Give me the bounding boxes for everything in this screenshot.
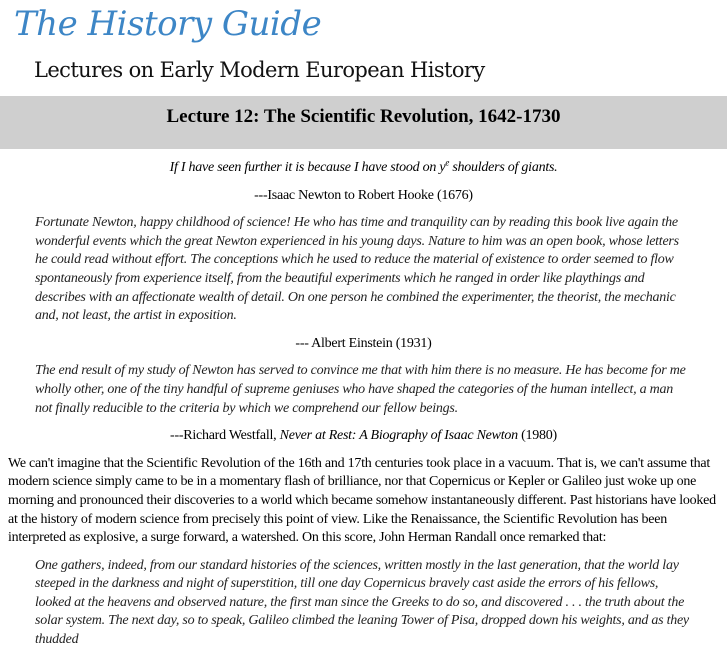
- page-title: Lecture 12: The Scientific Revolution, 1642-1730: [166, 106, 561, 127]
- epigraph-attribution: [0, 427, 727, 446]
- epigraph-attribution: ---Isaac Newton to Robert Hooke (1676): [254, 187, 473, 203]
- body-paragraph: We can't imagine that the Scientific Revolution of the 16th and 17th centuries took place in a vacuum. That is, we can't assume that modern science simply came to be in a momentary flash of brilliance, nor that Copernicus or Kepler or Galileo just woke up one morning and pronounced their discoveries to a world which became somehow instantaneously different. Past historians have looked at the history of modern science from precisely this point of view. Like the Renaissance, the Scientific Revolution has been interpreted as explosive, a surge forward, a watershed. On this score, John Herman Randall once remarked that:: [8, 455, 716, 546]
- site-logo[interactable]: The History Guide: [14, 4, 322, 44]
- site-subtitle: Lectures on Early Modern European History: [34, 58, 485, 82]
- epigraph-attribution: --- Albert Einstein (1931): [295, 335, 432, 351]
- article: [0, 157, 727, 659]
- epigraph-newton-quote: [0, 159, 727, 178]
- attribution-year: (1980): [517, 428, 557, 444]
- book-title: Never at Rest: A Biography of Isaac Newton: [279, 428, 518, 444]
- superscript: e: [445, 157, 450, 168]
- title-band: [0, 96, 727, 149]
- quote-text: shoulders of giants.: [449, 160, 558, 175]
- attribution-author: ---Richard Westfall,: [170, 428, 280, 444]
- quote-text: If I have seen further it is because I have stood on y: [169, 160, 446, 175]
- randall-blockquote: One gathers, indeed, from our standard histories of the sciences, written mostly in the last generation, that the world lay steeped in the darkness and night of superstition, till one day Copernicus bravely cast aside the errors of his fellows, looked at the heavens and observed nature, the first man since the Greeks to do so, and discovered . . . the truth about the solar system. The next day, so to speak, Galileo climbed the leaning Tower of Pisa, dropped down his weights, and as they thudded: [35, 557, 689, 648]
- epigraph-einstein-quote: Fortunate Newton, happy childhood of science! He who has time and tranquility can by reading this book live again the wonderful events which the great Newton experienced in his young days. Nature to him was an open book, whose letters he could read without effort. The conceptions which he used to reduce the material of existence to order seemed to flow spontaneously from experience itself, from the beautiful experiments which he ranged in order like playthings and describes with an affectionate wealth of detail. On one person he combined the experimenter, the theorist, the mechanic and, not least, the artist in exposition.: [35, 215, 679, 324]
- epigraph-westfall-quote: The end result of my study of Newton has served to convince me that with him there is no measure. He has become for me wholly other, one of the tiny handful of supreme geniuses who have shaped the categories of the human intellect, a man not finally reducible to the criteria by which we comprehend our fellow beings.: [35, 363, 686, 416]
